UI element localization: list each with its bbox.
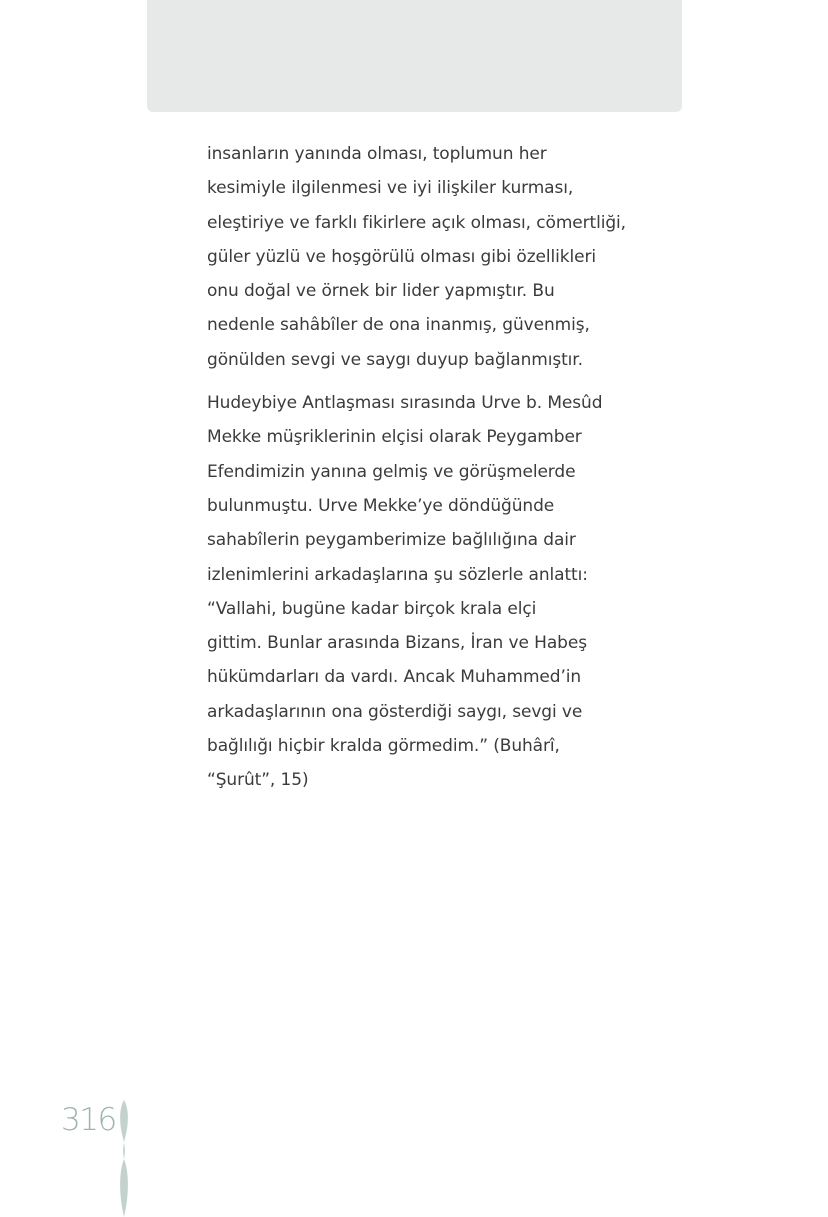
text-line: “Şurût”, 15) bbox=[207, 770, 309, 791]
text-line: “Vallahi, bugüne kadar birçok krala elçi bbox=[207, 598, 537, 619]
text-line: Mekke müşriklerinin elçisi olarak Peygamber bbox=[207, 427, 582, 448]
text-line: gönülden sevgi ve saygı duyup bağlanmıştır. bbox=[207, 349, 583, 370]
text-line: hükümdarları da vardı. Ancak Muhammed’in bbox=[207, 667, 582, 688]
page-ornament-icon bbox=[114, 1100, 134, 1217]
text-line: bağlılığı hiçbir kralda görmedim.” (Buhârî, bbox=[207, 736, 560, 757]
paragraph-spacer bbox=[207, 377, 647, 386]
paragraph bbox=[207, 137, 647, 377]
text-line: Hudeybiye Antlaşması sırasında Urve b. Mesûd bbox=[207, 393, 603, 414]
text-line: gittim. Bunlar arasında Bizans, İran ve Habeş bbox=[207, 633, 587, 654]
text-line: Efendimizin yanına gelmiş ve görüşmelerde bbox=[207, 461, 576, 482]
text-line: kesimiyle ilgilenmesi ve iyi ilişkiler kurması, bbox=[207, 178, 574, 199]
header-placeholder-box bbox=[147, 0, 682, 112]
text-line: arkadaşlarının ona gösterdiği saygı, sevgi ve bbox=[207, 701, 583, 722]
body-text bbox=[207, 137, 647, 798]
text-line: eleştiriye ve farklı fikirlere açık olması, cömertliği, bbox=[207, 212, 626, 233]
text-line: güler yüzlü ve hoşgörülü olması gibi özellikleri bbox=[207, 246, 597, 267]
text-line: nedenle sahâbîler de ona inanmış, güvenmiş, bbox=[207, 315, 590, 336]
paragraph bbox=[207, 386, 647, 798]
text-line: insanların yanında olması, toplumun her bbox=[207, 144, 547, 164]
page-number: 316 bbox=[61, 1102, 116, 1138]
text-line: bulunmuştu. Urve Mekke’ye döndüğünde bbox=[207, 495, 555, 516]
text-line: onu doğal ve örnek bir lider yapmıştır. Bu bbox=[207, 281, 555, 302]
text-line: izlenimlerini arkadaşlarına şu sözlerle anlattı: bbox=[207, 564, 588, 585]
text-line: sahabîlerin peygamberimize bağlılığına dair bbox=[207, 530, 576, 551]
